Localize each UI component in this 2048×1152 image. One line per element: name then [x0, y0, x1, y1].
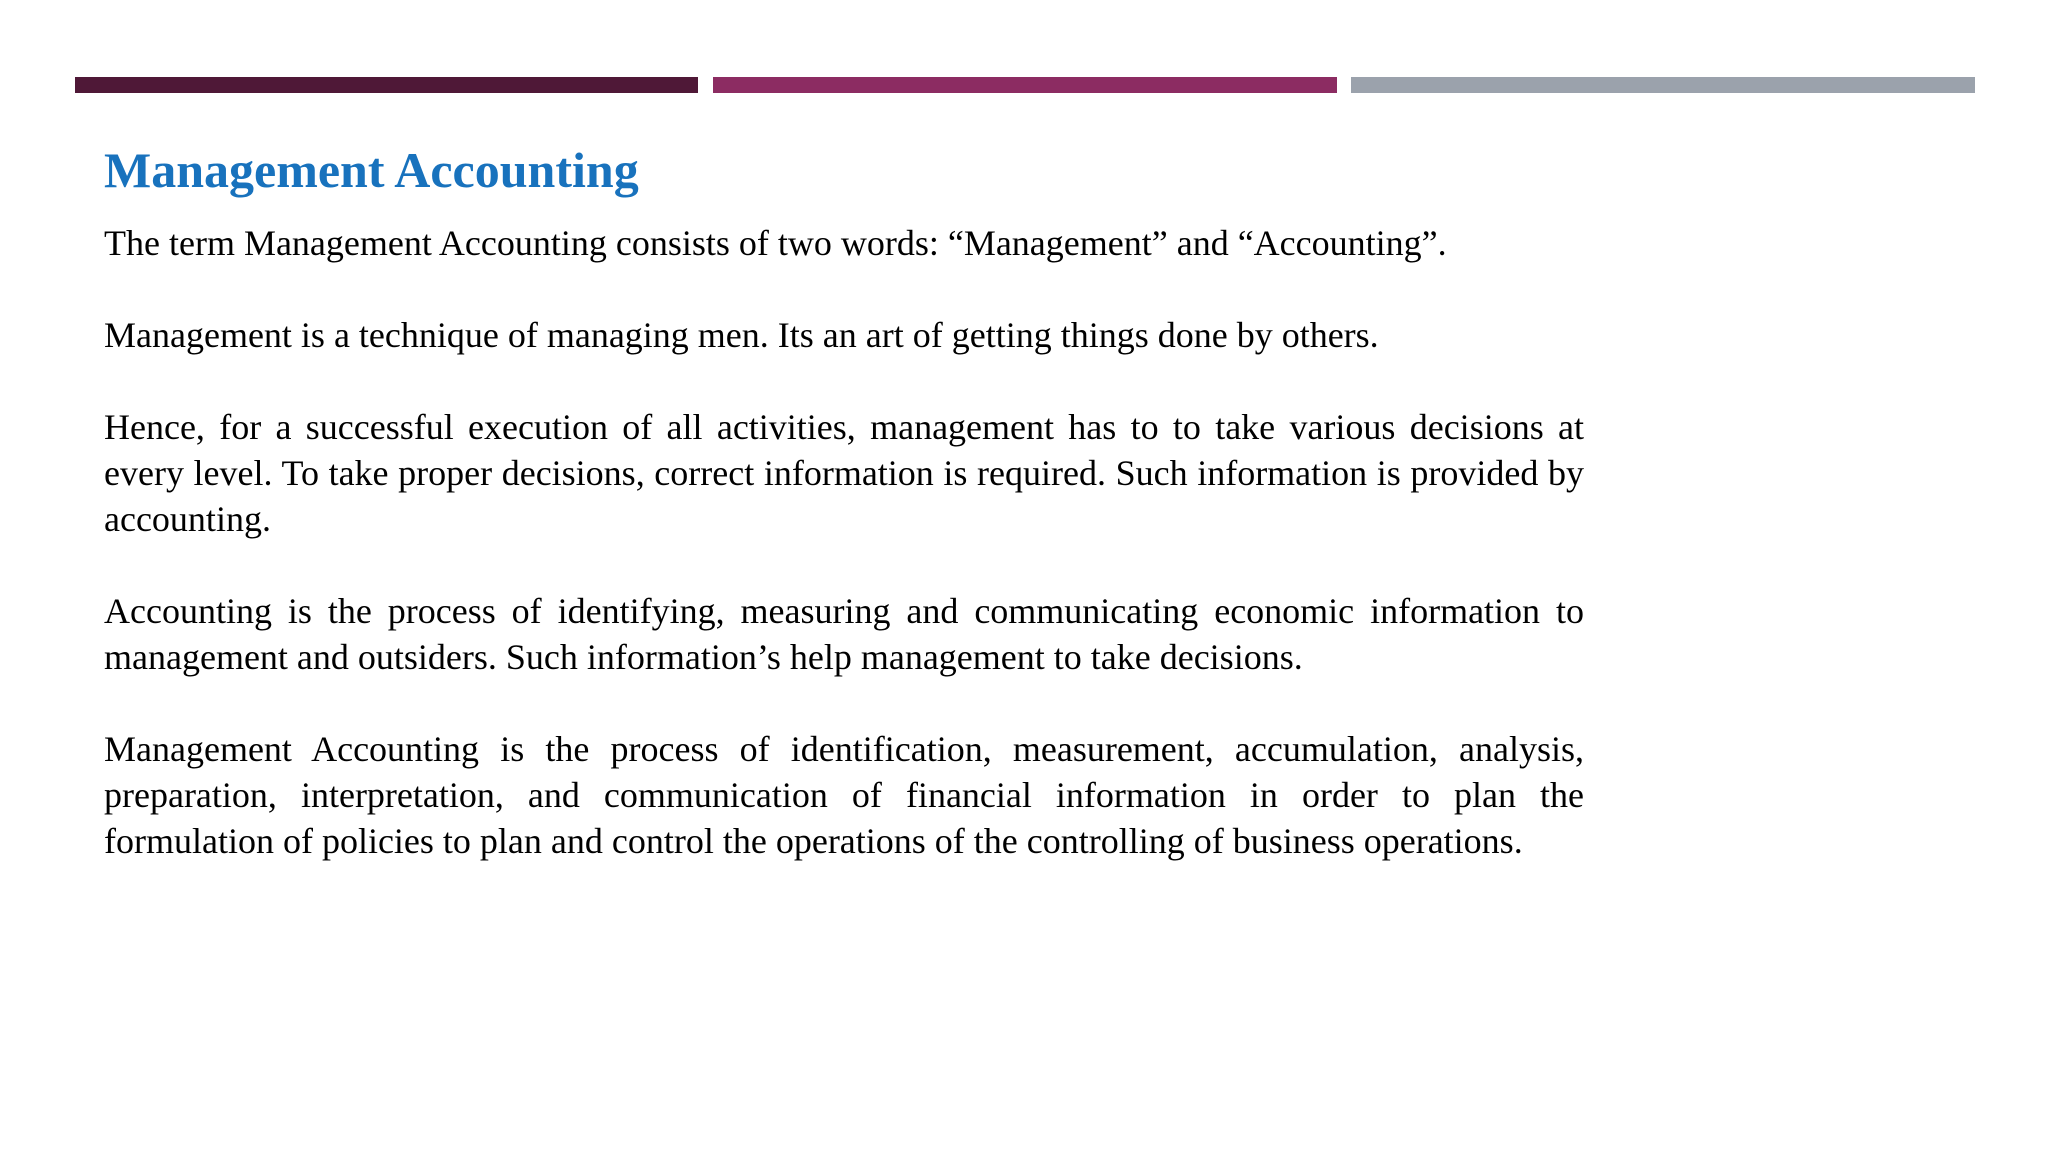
accent-bar-gray [1351, 77, 1975, 93]
accent-bars [75, 77, 1975, 93]
slide-body [104, 220, 1584, 910]
paragraph-decisions-information: Hence, for a successful execution of all activities, management has to to take various decisions at every level. To take proper decisions, correct information is required. Such information is provided by accounting. [104, 407, 1584, 539]
paragraph-management-accounting-definition: Management Accounting is the process of identification, measurement, accumulation, analysis, preparation, interpretation, and communication of financial information in order to plan the formulation of policies to plan and control the operations of the controlling of business operations. [104, 729, 1584, 861]
paragraph-management-definition: Management is a technique of managing men. Its an art of getting things done by others. [104, 315, 1379, 355]
slide-title: Management Accounting [104, 142, 639, 198]
paragraph-accounting-definition: Accounting is the process of identifying, measuring and communicating economic information to management and outsiders. Such information’s help management to take decisions. [104, 591, 1584, 677]
paragraph-term-definition: The term Management Accounting consists of two words: “Management” and “Accounting”. [104, 223, 1447, 263]
accent-bar-magenta [713, 77, 1337, 93]
accent-bar-dark-plum [75, 77, 698, 93]
